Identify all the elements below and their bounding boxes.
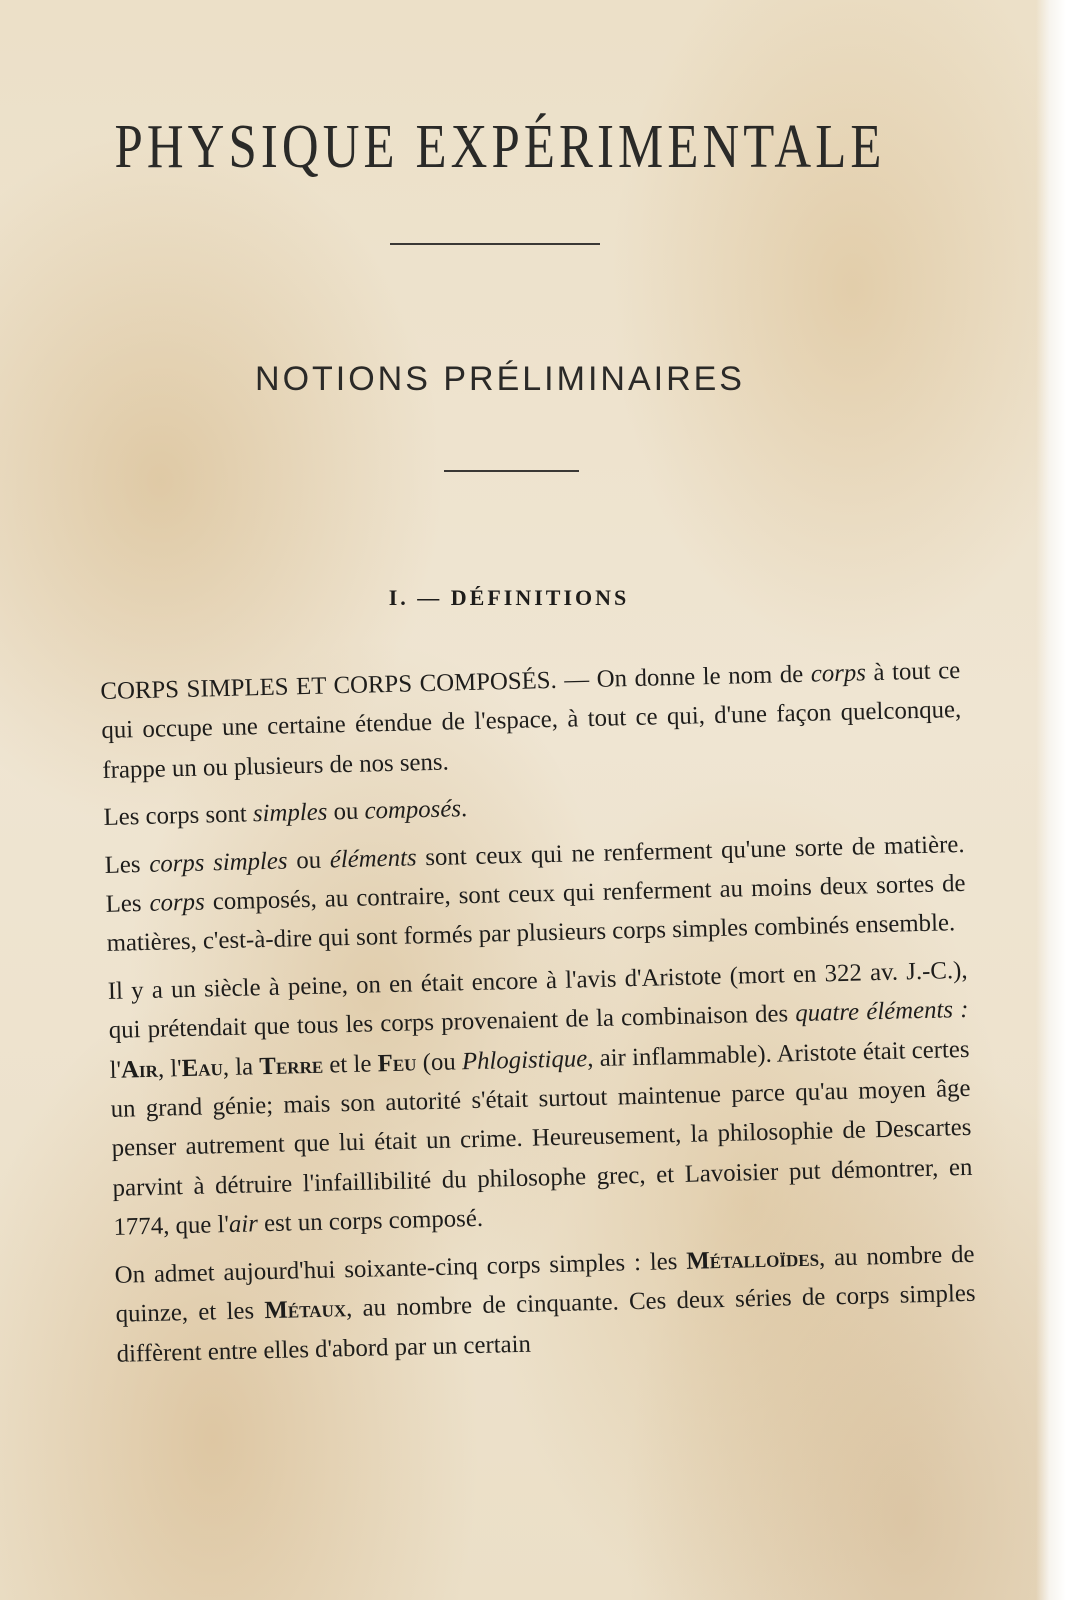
italic-run: éléments — [329, 843, 417, 874]
text-run: , l' — [157, 1054, 183, 1083]
smallcaps-run: Terre — [259, 1051, 324, 1080]
text-run: On admet aujourd'hui soixante-cinq corps simples : les — [114, 1247, 687, 1289]
text-run: , au nombre de cinquante. Ces deux séries de corps simples diffèrent entre elles d'abord par un certain — [116, 1279, 976, 1368]
smallcaps-run: Métalloïdes — [686, 1244, 820, 1275]
smallcaps-run: Métaux — [264, 1295, 347, 1325]
smallcaps-run: Eau — [181, 1053, 224, 1082]
text-run: et le — [322, 1049, 378, 1079]
text-run: Les — [104, 850, 150, 879]
title-divider — [390, 243, 600, 245]
italic-run: composés — [364, 795, 462, 825]
smallcaps-run: Air — [120, 1055, 159, 1084]
paragraph-5 — [114, 1235, 977, 1374]
text-run: . — [460, 795, 468, 823]
text-run: Les corps sont — [103, 800, 254, 832]
page-edge — [1036, 0, 1066, 1600]
italic-run: Phlogistique — [461, 1044, 588, 1075]
text-run: (ou — [416, 1047, 463, 1077]
text-run: est un corps composé. — [257, 1205, 484, 1238]
text-run: l' — [109, 1056, 122, 1084]
paragraph-3 — [104, 825, 967, 964]
chapter-subtitle: NOTIONS PRÉLIMINAIRES — [255, 360, 745, 398]
page-title: PHYSIQUE EXPÉRIMENTALE — [114, 113, 886, 181]
italic-run: air — [228, 1210, 259, 1239]
italic-run: corps simples — [148, 847, 288, 878]
paragraph-1 — [100, 651, 963, 790]
text-run: à tout ce qui occupe une certaine étendue de l'espace, à tout ce qui, d'une façon quelconque, frappe un ou plusieurs de nos sens. — [101, 656, 962, 784]
italic-run: corps — [810, 659, 867, 688]
text-run: , la — [222, 1052, 260, 1081]
italic-run: quatre éléments : — [794, 996, 969, 1028]
italic-run: corps — [149, 888, 205, 917]
paragraph-4 — [107, 951, 973, 1248]
text-run: CORPS SIMPLES ET CORPS COMPOSÉS. — On donne le nom de — [100, 660, 812, 705]
text-run: sont ceux qui ne renferment qu'une sorte de matière. Les — [105, 830, 965, 918]
smallcaps-run: Feu — [377, 1049, 417, 1077]
section-heading: I. — DÉFINITIONS — [388, 585, 630, 610]
body-text — [100, 651, 977, 1382]
text-run: , air inflammable). Aristote était certes un grand génie; mais son autorité s'était surtout maintenue parce qu'au moyen âge penser autrement que lui était un crime. Heureusement, la philosophie de Descartes parvint à détruire l'infaillibilité du philosophe grec, et Lavoisier put démontrer, en 1774, que l' — [110, 1035, 973, 1242]
text-run: composés, au contraire, sont ceux qui renferment au moins deux sortes de matières, c'est-à-dire qui sont formés par plusieurs corps simples combinés ensemble. — [106, 869, 966, 958]
italic-run: simples — [252, 798, 328, 828]
text-run: ou — [287, 846, 331, 875]
text-run: , au nombre de quinze, et les — [115, 1240, 975, 1328]
text-run: ou — [327, 797, 365, 826]
text-run: Il y a un siècle à peine, on en était encore à l'avis d'Aristote (mort en 322 av. J.-C.), qui prétendait que tous les corps provenaient de la combinaison des — [107, 956, 968, 1045]
subtitle-divider — [444, 470, 579, 472]
